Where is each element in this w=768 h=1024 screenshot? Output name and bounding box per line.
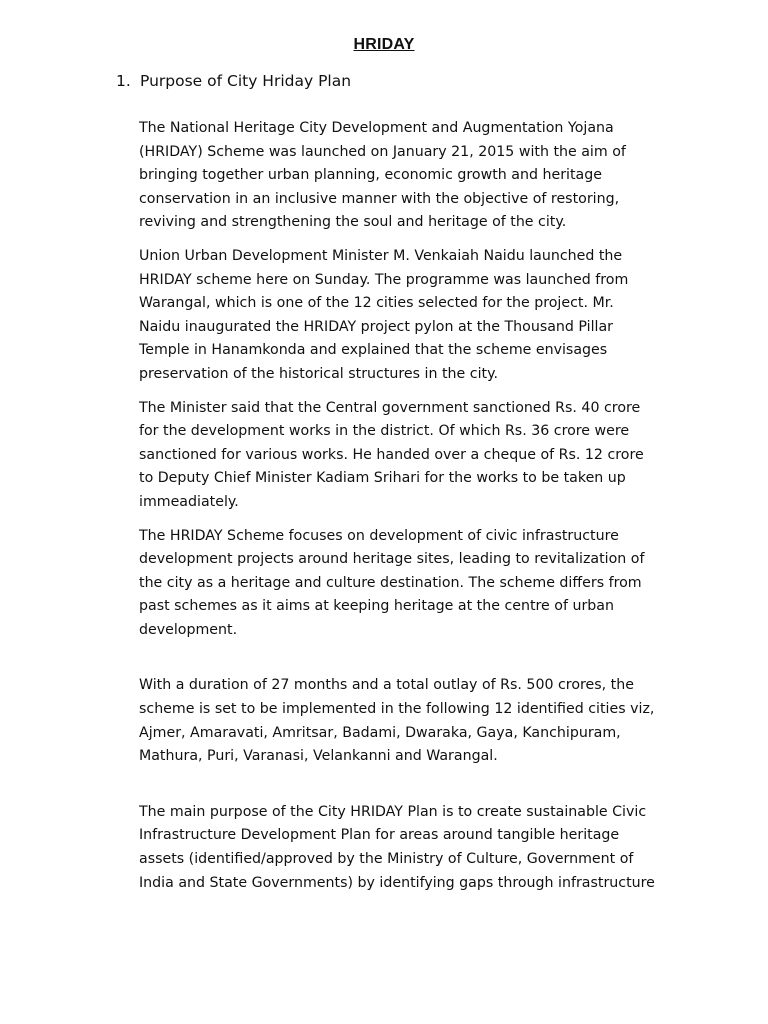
paragraph-line: The main purpose of the City HRIDAY Plan is to create sustainable Civic [139,803,647,820]
paragraph-line: The HRIDAY Scheme focuses on development of civic infrastructure [139,527,619,544]
paragraph [139,525,679,643]
paragraph-line: development. [139,621,238,638]
paragraph-line: the city as a heritage and culture destination. The scheme differs from [139,574,642,591]
paragraph-line: (HRIDAY) Scheme was launched on January 21, 2015 with the aim of [139,143,626,160]
paragraph-line: conservation in an inclusive manner with the objective of restoring, [139,190,620,207]
paragraph-line: for the development works in the district. Of which Rs. 36 crore were [139,423,630,440]
paragraph [139,397,679,515]
paragraph-line: scheme is set to be implemented in the following 12 identified cities viz, [139,701,655,718]
paragraph-line: to Deputy Chief Minister Kadiam Srihari for the works to be taken up [139,470,626,487]
paragraph-line: Mathura, Puri, Varanasi, Velankanni and Warangal. [139,748,498,765]
paragraph-line: assets (identified/approved by the Ministry of Culture, Government of [139,851,634,868]
paragraph-line: The Minister said that the Central government sanctioned Rs. 40 crore [139,399,641,416]
paragraph-line: development projects around heritage sites, leading to revitalization of [139,551,645,568]
paragraph-line: Infrastructure Development Plan for areas around tangible heritage [139,827,620,844]
paragraph [139,801,679,895]
section-heading-text: Purpose of City Hriday Plan [140,72,352,90]
paragraph-line: HRIDAY scheme here on Sunday. The programme was launched from [139,271,629,288]
paragraph-line: reviving and strengthening the soul and heritage of the city. [139,214,567,231]
paragraph-line: Naidu inaugurated the HRIDAY project pylon at the Thousand Pillar [139,318,614,335]
paragraph-line: Union Urban Development Minister M. Venkaiah Naidu launched the [139,247,623,264]
paragraph-line: past schemes as it aims at keeping heritage at the centre of urban [139,598,614,615]
paragraph [139,245,679,387]
paragraph-line: Warangal, which is one of the 12 cities selected for the project. Mr. [139,295,614,312]
paragraph-line: preservation of the historical structures in the city. [139,365,498,382]
paragraph-line: immeadiately. [139,493,239,510]
document-title: HRIDAY [353,36,415,53]
paragraph-line: Ajmer, Amaravati, Amritsar, Badami, Dwaraka, Gaya, Kanchipuram, [139,724,621,741]
paragraph [139,674,679,768]
paragraph-line: India and State Governments) by identifying gaps through infrastructure [139,874,655,891]
document-body [139,117,679,905]
paragraph [139,117,679,235]
paragraph-line: Temple in Hanamkonda and explained that the scheme envisages [139,342,608,359]
section-number: 1. [116,72,131,90]
paragraph-line: bringing together urban planning, economic growth and heritage [139,167,602,184]
paragraph-line: The National Heritage City Development and Augmentation Yojana [139,120,614,136]
paragraph-line: sanctioned for various works. He handed over a cheque of Rs. 12 crore [139,446,644,463]
section-heading [116,72,351,90]
paragraph-line: With a duration of 27 months and a total outlay of Rs. 500 crores, the [139,677,634,694]
